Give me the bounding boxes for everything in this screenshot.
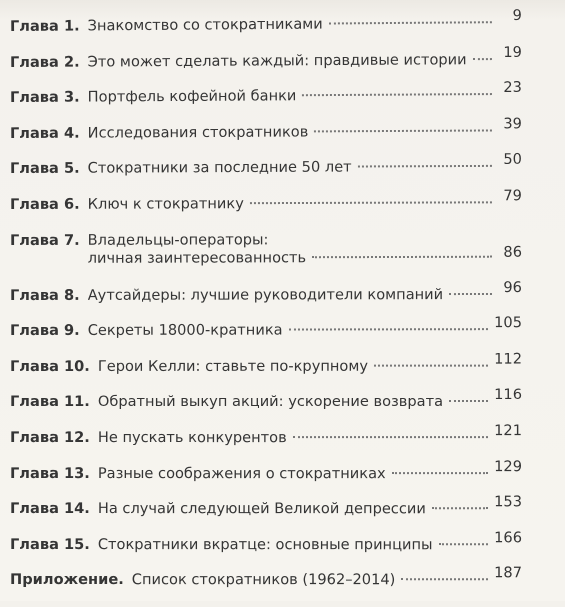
chapter-label: Глава 4. (9, 124, 80, 142)
page-number: 153 (494, 493, 523, 511)
dot-leader (302, 93, 492, 96)
dot-leader (289, 328, 489, 330)
chapter-label: Глава 15. (10, 535, 90, 553)
chapter-title: Разные соображения о стократниках (97, 464, 386, 482)
chapter-label: Глава 6. (9, 195, 80, 213)
toc-entry-chapter-9 (9, 314, 522, 357)
toc-entry-chapter-8 (9, 278, 522, 322)
dot-leader (312, 255, 492, 257)
chapter-label: Глава 11. (10, 393, 90, 411)
page-number: 23 (503, 79, 522, 97)
chapter-label: Глава 12. (10, 428, 90, 446)
dot-leader (439, 543, 489, 545)
toc-entry-chapter-3 (9, 79, 522, 125)
dot-leader (392, 472, 488, 474)
dot-leader (329, 21, 492, 24)
page-number: 116 (494, 386, 522, 404)
dot-leader (432, 507, 488, 509)
toc-entry-chapter-4 (9, 115, 522, 160)
chapter-label: Глава 13. (10, 464, 90, 482)
appendix-label: Приложение. (10, 571, 124, 589)
page-number: 50 (503, 151, 522, 169)
chapter-title: Аутсайдеры: лучшие руководители компаний (87, 285, 444, 304)
toc-entry-chapter-13 (10, 457, 523, 501)
chapter-title: Исследования стократников (87, 123, 309, 142)
page-number: 9 (512, 6, 522, 25)
page-number: 166 (494, 528, 523, 546)
chapter-title-line-2-row (88, 248, 498, 267)
dot-leader (293, 436, 488, 438)
toc-entry-chapter-11 (10, 386, 522, 429)
page-number: 96 (503, 278, 522, 296)
chapter-label: Глава 7. (9, 231, 80, 249)
toc-entry-chapter-10 (9, 350, 522, 393)
chapter-label: Глава 5. (9, 160, 80, 178)
dot-leader (401, 579, 488, 581)
page-number: 112 (494, 350, 522, 368)
chapter-title: Обратный выкуп акций: ускорение возврата (97, 393, 444, 411)
chapter-title: Стократники вкратце: основные принципы (97, 535, 433, 553)
toc-entry-chapter-7 (10, 230, 522, 286)
page-number: 19 (503, 43, 522, 61)
dot-leader (374, 364, 488, 366)
toc-entry-chapter-12 (10, 422, 523, 465)
chapter-label: Глава 9. (9, 322, 80, 340)
chapter-title: Портфель кофейной банки (87, 87, 297, 106)
dot-leader (250, 201, 492, 204)
chapter-title: Ключ к стократнику (87, 195, 244, 213)
page-number: 129 (494, 457, 523, 475)
page-number: 187 (494, 564, 523, 582)
chapter-title: Это может сделать каждый: правдивые истории (87, 50, 467, 71)
toc-entry-chapter-1 (9, 6, 522, 54)
toc-entry-chapter-5 (9, 151, 522, 196)
toc-entry-chapter-6 (9, 187, 522, 231)
chapter-title-line-2: личная заинтересованность (87, 248, 307, 267)
chapter-label: Глава 8. (9, 286, 80, 304)
chapter-title: Секреты 18000-кратника (87, 321, 283, 340)
chapter-title: Стократники за последние 50 лет (87, 158, 352, 178)
chapter-title: Знакомство со стократниками (87, 15, 323, 35)
page-number: 105 (494, 314, 522, 332)
chapter-label: Глава 2. (9, 53, 80, 71)
chapter-title: Не пускать конкурентов (97, 428, 287, 447)
page-number: 39 (503, 115, 522, 133)
dot-leader (449, 400, 488, 402)
toc-entry-chapter-15 (10, 528, 523, 572)
dot-leader (314, 129, 492, 132)
page-number: 79 (503, 187, 522, 205)
toc-entry-chapter-2 (9, 43, 522, 89)
chapter-title-block (88, 230, 498, 267)
toc-entry-appendix (10, 564, 523, 607)
dot-leader (449, 293, 492, 295)
chapter-label: Глава 3. (9, 88, 80, 107)
chapter-title: На случай следующей Великой депрессии (97, 500, 426, 518)
page-number: 86 (503, 243, 523, 261)
chapter-label: Глава 14. (10, 500, 90, 518)
chapter-title-line-1: Владельцы-операторы: (87, 230, 269, 249)
chapter-label: Глава 1. (9, 17, 80, 36)
appendix-title: Список стократников (1962–2014) (131, 571, 396, 589)
chapter-title: Герои Келли: ставьте по-крупному (97, 357, 368, 375)
page-number: 121 (494, 422, 523, 440)
table-of-contents (9, 6, 523, 607)
dot-leader (358, 165, 492, 168)
toc-entry-chapter-14 (10, 493, 523, 536)
chapter-label: Глава 10. (9, 357, 90, 375)
dot-leader (473, 58, 492, 60)
